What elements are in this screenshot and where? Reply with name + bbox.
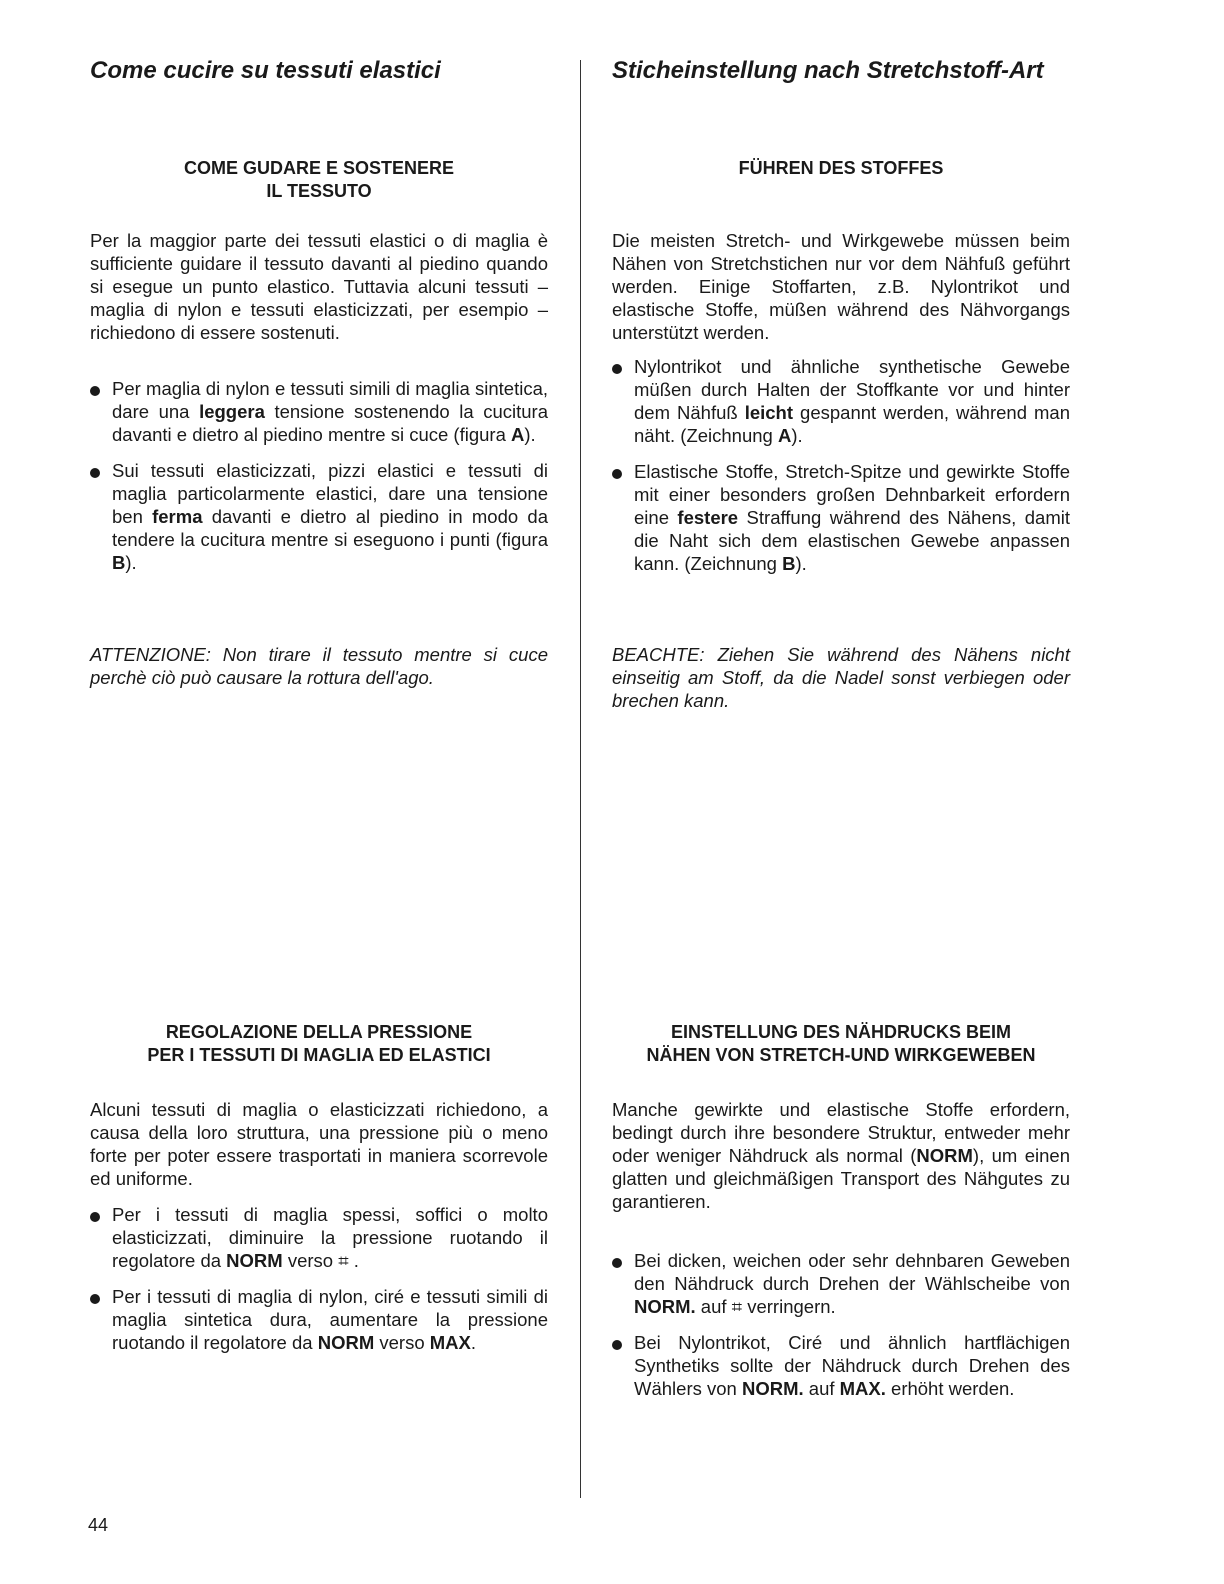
column-divider bbox=[580, 60, 581, 1498]
right-section2-intro: Manche gewirkte und elastische Stoffe erfordern, bedingt durch ihre besondere Struktur, entweder mehr oder weniger Nähdruck als normal (NORM), um einen glatten und gleichmäßigen Transport des Nähgutes zu garantieren. bbox=[612, 1099, 1071, 1212]
left-section2-bullets bbox=[90, 1203, 548, 1367]
right-section1-bullets bbox=[612, 355, 1070, 588]
right-section2-heading: EINSTELLUNG DES NÄHDRUCKS BEIM NÄHEN VON STRETCH-UND WIRKGEWEBEN bbox=[646, 1022, 1036, 1065]
list-item: Per maglia di nylon e tessuti simili di maglia sintetica, dare una leggera tensione sostenendo la cucitura davanti e dietro al piedino mentre si cuce (figura A). bbox=[90, 377, 548, 446]
list-item: Per i tessuti di maglia spessi, soffici o molto elasticizzati, diminuire la pressione ruotando il regolatore da NORM verso ⌗ . bbox=[90, 1203, 548, 1272]
left-section2-intro: Alcuni tessuti di maglia o elasticizzati richiedono, a causa della loro struttura, una pressione più o meno forte per poter essere trasportati in maniera scorrevole ed uniforme. bbox=[90, 1099, 548, 1189]
bullet-icon bbox=[612, 364, 622, 374]
left-section1-intro: Per la maggior parte dei tessuti elastici o di maglia è sufficiente guidare il tessuto davanti al piedino quando si esegue un punto elastico. Tuttavia alcuni tessuti – maglia di nylon e tessuti elasticizzati, per esempio – richiedono di essere sostenuti. bbox=[90, 230, 548, 343]
left-warning-note: ATTENZIONE: Non tirare il tessuto mentre si cuce perchè ciò può causare la rottura dell'ago. bbox=[90, 644, 548, 688]
list-item: Per i tessuti di maglia di nylon, ciré e tessuti simili di maglia sintetica dura, aumentare la pressione ruotando il regolatore da NORM verso MAX. bbox=[90, 1285, 548, 1354]
bullet-icon bbox=[612, 1340, 622, 1350]
right-section1-intro: Die meisten Stretch- und Wirkgewebe müssen beim Nähen von Stretchstichen nur vor dem Nähfuß geführt werden. Einige Stoffarten, z.B. Nylontrikot und elastische Stoffe, müßen während des Nähvorgangs unterstützt werden. bbox=[612, 230, 1070, 343]
right-section1-heading: FÜHREN DES STOFFES bbox=[738, 158, 944, 178]
left-section2-heading: REGOLAZIONE DELLA PRESSIONE PER I TESSUTI DI MAGLIA ED ELASTICI bbox=[147, 1022, 491, 1065]
bullet-icon bbox=[612, 469, 622, 479]
page-number: 44 bbox=[88, 1515, 109, 1535]
bullet-icon bbox=[90, 468, 100, 478]
left-section1-bullets bbox=[90, 377, 548, 587]
list-item: Bei Nylontrikot, Ciré und ähnlich hartflächigen Synthetiks sollte der Nähdruck durch Drehen des Wählers von NORM. auf MAX. erhöht werden. bbox=[612, 1331, 1070, 1400]
list-item: Nylontrikot und ähnliche synthetische Gewebe müßen durch Halten der Stoffkante vor und hinter dem Nähfuß leicht gespannt werden, während man näht. (Zeichnung A). bbox=[612, 355, 1070, 447]
hash-symbol-icon: ⌗ bbox=[338, 1250, 349, 1271]
bullet-icon bbox=[612, 1258, 622, 1268]
left-title: Come cucire su tessuti elastici bbox=[90, 57, 441, 84]
list-item: Elastische Stoffe, Stretch-Spitze und gewirkte Stoffe mit einer besonders großen Dehnbarkeit erfordern eine festere Straffung während des Nähens, damit die Naht sich dem elastischen Gewebe anpassen kann. (Zeichnung B). bbox=[612, 460, 1070, 575]
right-title: Sticheinstellung nach Stretchstoff-Art bbox=[612, 57, 1044, 84]
bullet-icon bbox=[90, 386, 100, 396]
list-item: Bei dicken, weichen oder sehr dehnbaren Geweben den Nähdruck durch Drehen der Wählscheibe von NORM. auf ⌗ verringern. bbox=[612, 1249, 1070, 1318]
bullet-icon bbox=[90, 1294, 100, 1304]
hash-symbol-icon: ⌗ bbox=[731, 1296, 743, 1317]
list-item: Sui tessuti elasticizzati, pizzi elastici e tessuti di maglia particolarmente elastici, dare una tensione ben ferma davanti e dietro al piedino in modo da tendere la cucitura mentre si eseguono i punti (figura B). bbox=[90, 459, 548, 574]
right-section2-bullets bbox=[612, 1249, 1070, 1413]
left-section1-heading: COME GUDARE E SOSTENERE IL TESSUTO bbox=[183, 158, 455, 201]
bullet-icon bbox=[90, 1212, 100, 1222]
right-warning-note: BEACHTE: Ziehen Sie während des Nähens nicht einseitig am Stoff, da die Nadel sonst verbiegen oder brechen kann. bbox=[612, 644, 1070, 711]
